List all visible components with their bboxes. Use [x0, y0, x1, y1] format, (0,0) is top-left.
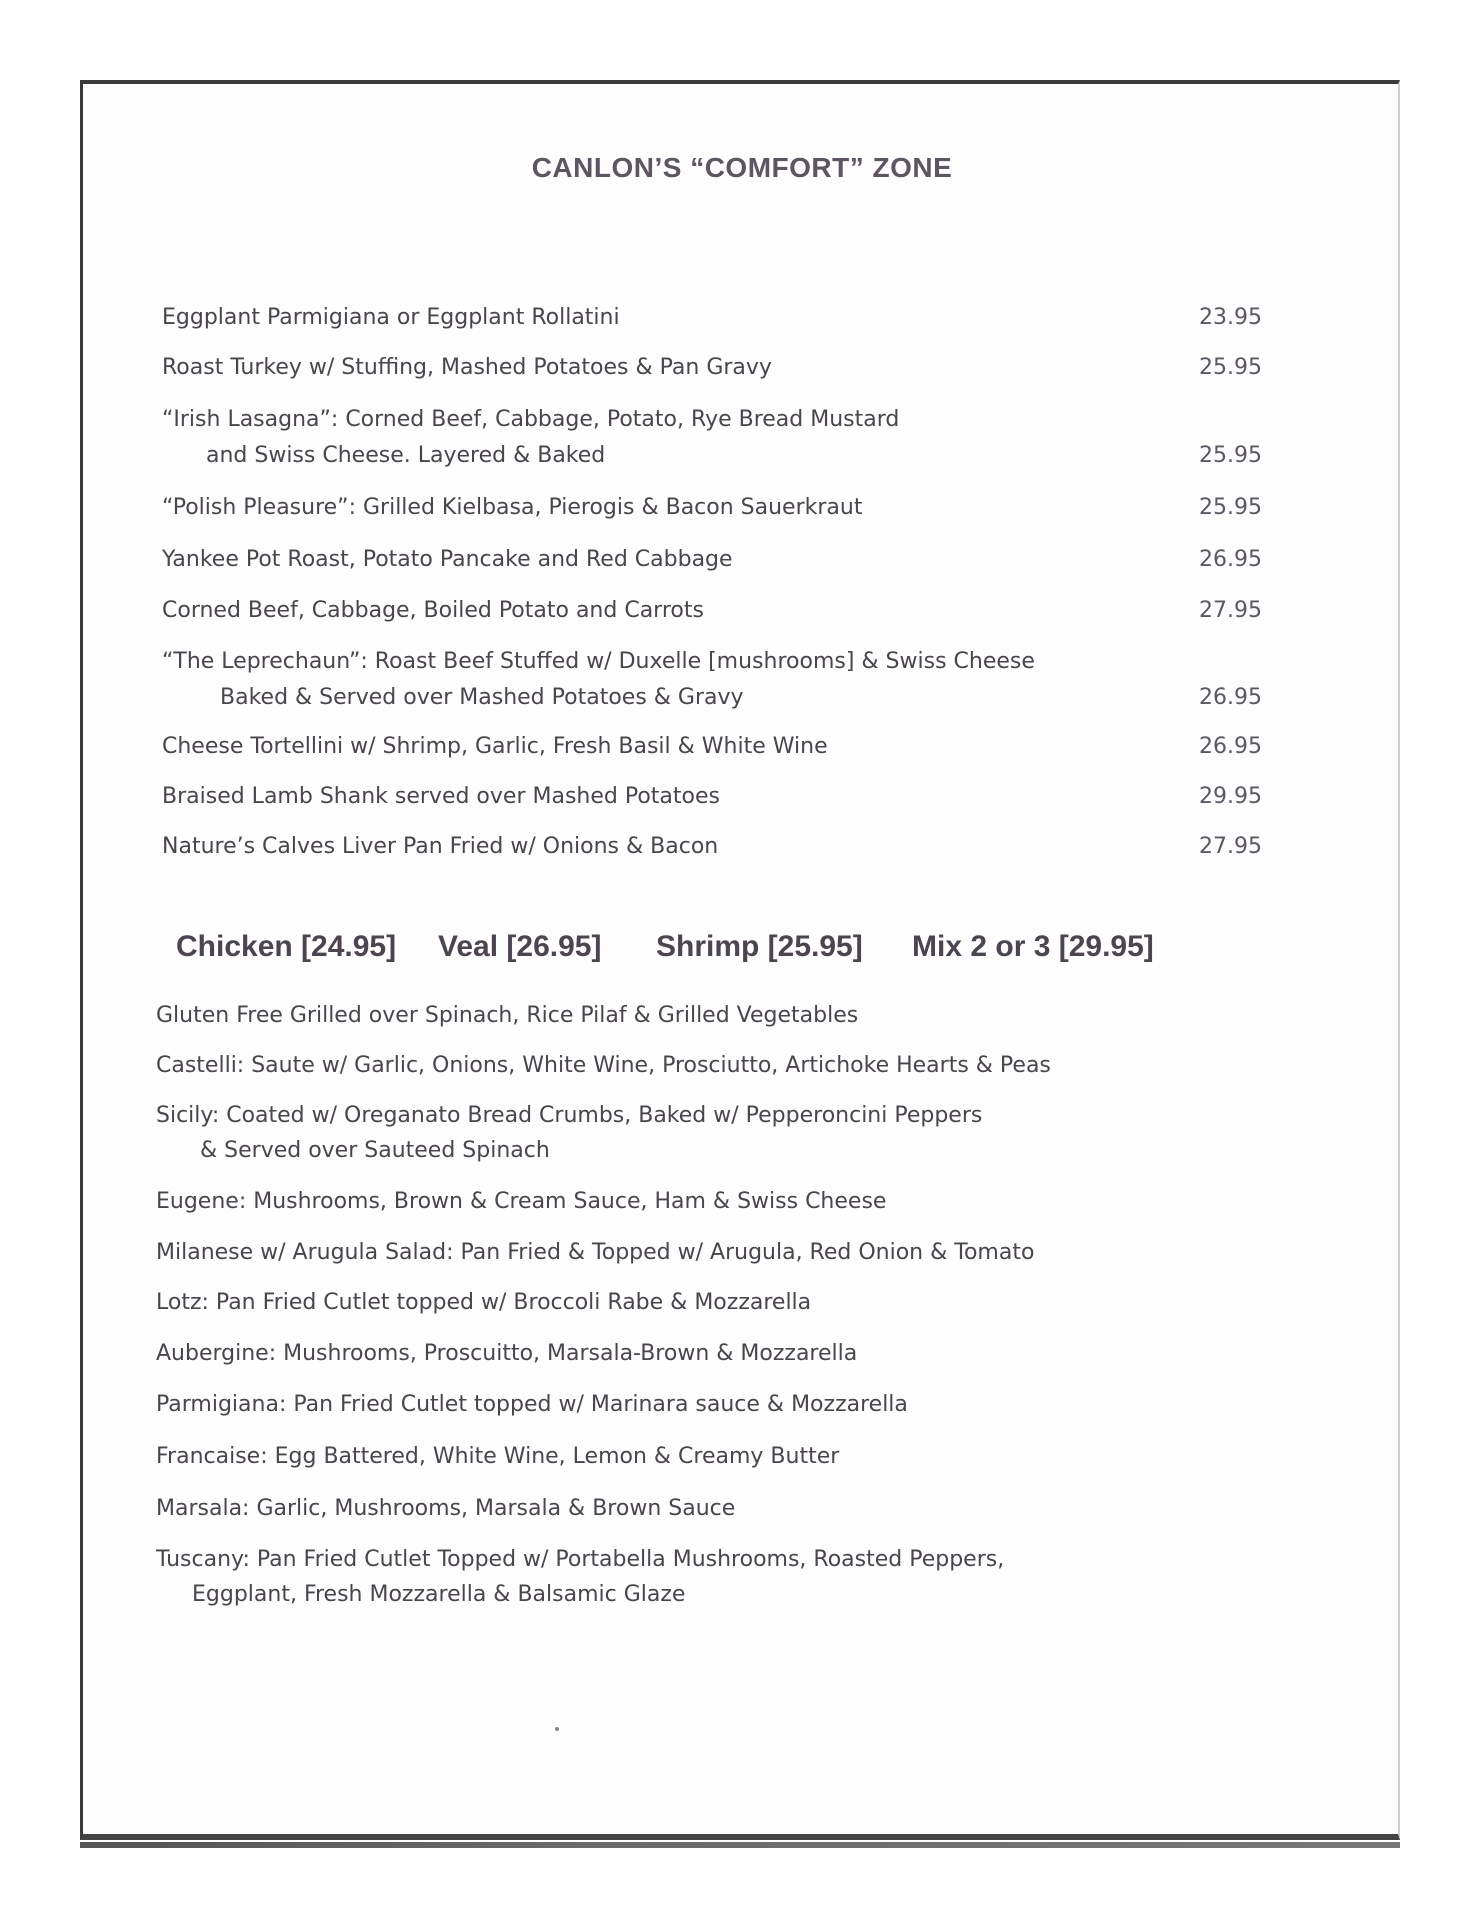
item-price: 26.95: [1199, 685, 1262, 710]
menu-item: [162, 829, 1262, 865]
preparation-description-cont: Eggplant, Fresh Mozzarella & Balsamic Glaze: [192, 1582, 686, 1607]
item-price: 26.95: [1199, 734, 1262, 759]
item-description: “Irish Lasagna”: Corned Beef, Cabbage, Potato, Rye Bread Mustard: [162, 407, 900, 432]
menu-item: [162, 402, 1262, 474]
menu-item: [162, 593, 1262, 629]
preparation-description: Sicily: Coated w/ Oreganato Bread Crumbs, Baked w/ Pepperoncini Peppers: [156, 1103, 983, 1128]
item-description: Yankee Pot Roast, Potato Pancake and Red Cabbage: [162, 547, 733, 572]
veal-price: Veal [26.95]: [438, 930, 602, 963]
item-description: Corned Beef, Cabbage, Boiled Potato and Carrots: [162, 598, 704, 623]
preparation-item: [156, 1048, 1276, 1083]
item-price: 29.95: [1199, 784, 1262, 809]
preparation-item: [156, 1184, 1276, 1219]
preparation-item: [156, 1285, 1276, 1320]
section-title: CANLON’S “COMFORT” ZONE: [531, 152, 953, 183]
item-description: “The Leprechaun”: Roast Beef Stuffed w/ Duxelle [mushrooms] & Swiss Cheese: [162, 649, 1035, 674]
item-description: Braised Lamb Shank served over Mashed Potatoes: [162, 784, 720, 809]
item-description-cont: Baked & Served over Mashed Potatoes & Gravy: [220, 685, 744, 710]
menu-item: [162, 300, 1262, 336]
item-price: 23.95: [1199, 305, 1262, 330]
preparation-description: Parmigiana: Pan Fried Cutlet topped w/ Marinara sauce & Mozzarella: [156, 1392, 908, 1417]
menu-item: [162, 779, 1262, 815]
preparation-description: Gluten Free Grilled over Spinach, Rice Pilaf & Grilled Vegetables: [156, 1003, 859, 1028]
item-price: 25.95: [1199, 443, 1262, 468]
item-description: Eggplant Parmigiana or Eggplant Rollatini: [162, 305, 620, 330]
menu-item: [162, 729, 1262, 765]
preparation-item: [156, 1098, 1276, 1168]
item-price: 25.95: [1199, 355, 1262, 380]
item-price: 25.95: [1199, 495, 1262, 520]
preparation-description: Lotz: Pan Fried Cutlet topped w/ Broccoli Rabe & Mozzarella: [156, 1290, 812, 1315]
menu-item: [162, 490, 1262, 526]
preparation-description: Milanese w/ Arugula Salad: Pan Fried & Topped w/ Arugula, Red Onion & Tomato: [156, 1240, 1035, 1265]
chicken-price: Chicken [24.95]: [176, 930, 397, 963]
menu-item: [162, 350, 1262, 386]
protein-price-header: [176, 930, 1276, 964]
item-description: “Polish Pleasure”: Grilled Kielbasa, Pierogis & Bacon Sauerkraut: [162, 495, 863, 520]
preparation-item: [156, 1235, 1276, 1270]
menu-item: [162, 644, 1262, 716]
shrimp-price: Shrimp [25.95]: [656, 930, 863, 963]
menu-item: [162, 542, 1262, 578]
item-price: 26.95: [1199, 547, 1262, 572]
preparation-item: [156, 1336, 1276, 1371]
mix-price: Mix 2 or 3 [29.95]: [912, 930, 1154, 963]
preparation-item: [156, 1387, 1276, 1422]
item-description: Cheese Tortellini w/ Shrimp, Garlic, Fresh Basil & White Wine: [162, 734, 828, 759]
preparation-description: Marsala: Garlic, Mushrooms, Marsala & Brown Sauce: [156, 1496, 736, 1521]
item-price: 27.95: [1199, 834, 1262, 859]
preparation-item: [156, 998, 1276, 1033]
item-description: Roast Turkey w/ Stuffing, Mashed Potatoes & Pan Gravy: [162, 355, 772, 380]
preparation-item: [156, 1491, 1276, 1526]
preparation-description: Francaise: Egg Battered, White Wine, Lemon & Creamy Butter: [156, 1444, 840, 1469]
item-description-cont: and Swiss Cheese. Layered & Baked: [206, 443, 606, 468]
speck: [555, 1727, 559, 1731]
preparation-item: [156, 1439, 1276, 1474]
preparation-description: Castelli: Saute w/ Garlic, Onions, White Wine, Prosciutto, Artichoke Hearts & Peas: [156, 1053, 1051, 1078]
preparation-description: Tuscany: Pan Fried Cutlet Topped w/ Portabella Mushrooms, Roasted Peppers,: [156, 1547, 1005, 1572]
preparation-item: [156, 1542, 1276, 1612]
preparation-description: Eugene: Mushrooms, Brown & Cream Sauce, Ham & Swiss Cheese: [156, 1189, 887, 1214]
preparation-description: Aubergine: Mushrooms, Proscuitto, Marsala-Brown & Mozzarella: [156, 1341, 858, 1366]
preparation-description-cont: & Served over Sauteed Spinach: [200, 1138, 550, 1163]
item-description: Nature’s Calves Liver Pan Fried w/ Onions & Bacon: [162, 834, 719, 859]
item-price: 27.95: [1199, 598, 1262, 623]
